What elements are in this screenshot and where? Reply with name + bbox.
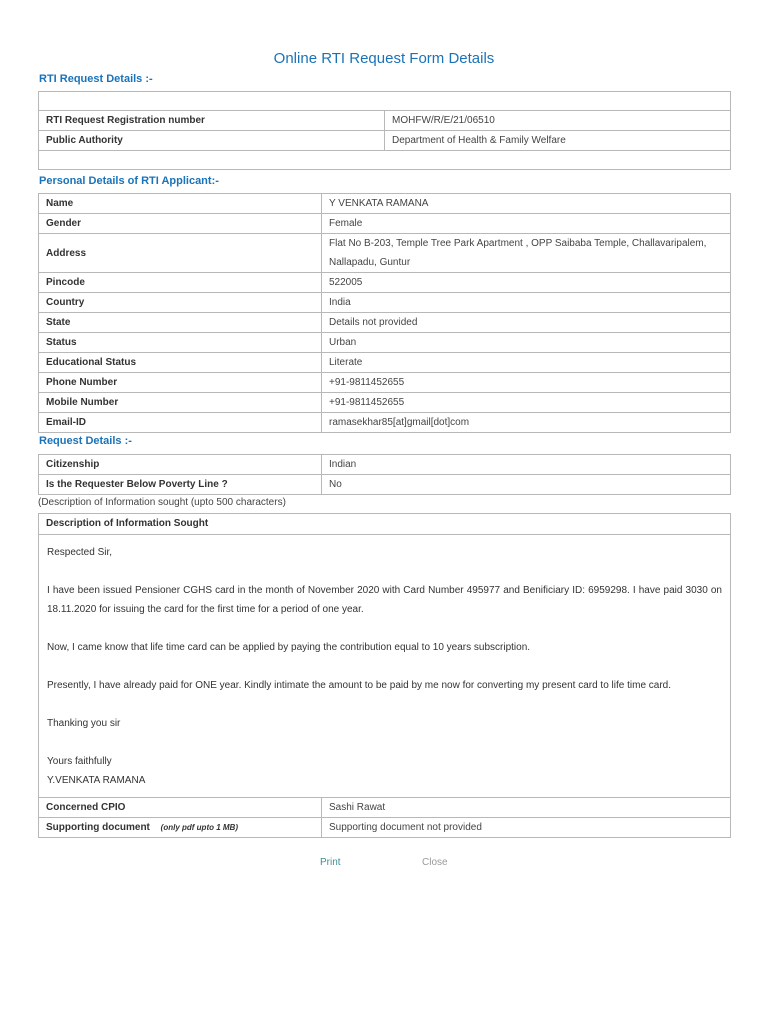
rti-request-details-heading: RTI Request Details :-: [39, 73, 153, 85]
address-value: Flat No B-203, Temple Tree Park Apartment , OPP Saibaba Temple, Challavaripalem, Nallapadu, Guntur: [322, 234, 731, 273]
name-label: Name: [39, 194, 322, 214]
table-row: [39, 92, 731, 111]
table-row: [39, 214, 731, 234]
table-row: [39, 353, 731, 373]
pincode-label: Pincode: [39, 273, 322, 293]
description-thanks: Thanking you sir: [47, 718, 121, 729]
description-closing: Yours faithfully: [47, 756, 112, 767]
bpl-value: No: [322, 475, 731, 495]
table-row: [39, 234, 731, 273]
bpl-label: Is the Requester Below Poverty Line ?: [39, 475, 322, 495]
supporting-document-label: Supporting document: [46, 822, 150, 833]
description-length-note: (Description of Information sought (upto 500 characters): [38, 497, 286, 508]
description-box: [38, 513, 731, 798]
supporting-document-note: (only pdf upto 1 MB): [160, 823, 238, 832]
public-authority-label: Public Authority: [39, 131, 385, 151]
country-label: Country: [39, 293, 322, 313]
table-row: [39, 131, 731, 151]
phone-number-label: Phone Number: [39, 373, 322, 393]
state-label: State: [39, 313, 322, 333]
cpio-label: Concerned CPIO: [39, 798, 322, 818]
description-heading: Description of Information Sought: [39, 514, 730, 535]
page-title: Online RTI Request Form Details: [273, 50, 495, 67]
public-authority-value: Department of Health & Family Welfare: [385, 131, 731, 151]
table-row: [39, 293, 731, 313]
description-paragraph: Presently, I have already paid for ONE year. Kindly intimate the amount to be paid by me now for converting my present card to life time card.: [47, 680, 672, 691]
table-row: [39, 393, 731, 413]
cpio-value: Sashi Rawat: [322, 798, 731, 818]
registration-number-value: MOHFW/R/E/21/06510: [385, 111, 731, 131]
table-row: [39, 313, 731, 333]
table-row: [39, 273, 731, 293]
table-row: [39, 151, 731, 170]
table-row: [39, 413, 731, 433]
pincode-value: 522005: [322, 273, 731, 293]
citizenship-label: Citizenship: [39, 455, 322, 475]
table-row: [39, 455, 731, 475]
description-signature: Y.VENKATA RAMANA: [47, 775, 146, 786]
name-value: Y VENKATA RAMANA: [322, 194, 731, 214]
status-value: Urban: [322, 333, 731, 353]
personal-details-heading: Personal Details of RTI Applicant:-: [39, 175, 219, 187]
table-row: [39, 194, 731, 214]
educational-status-label: Educational Status: [39, 353, 322, 373]
state-value: Details not provided: [322, 313, 731, 333]
cpio-table: [38, 797, 731, 838]
table-row: [39, 798, 731, 818]
mobile-number-label: Mobile Number: [39, 393, 322, 413]
print-button[interactable]: Print: [320, 857, 341, 868]
email-value: ramasekhar85[at]gmail[dot]com: [322, 413, 731, 433]
supporting-document-cell: [39, 818, 322, 838]
gender-label: Gender: [39, 214, 322, 234]
table-row: [39, 111, 731, 131]
description-paragraph: I have been issued Pensioner CGHS card in the month of November 2020 with Card Number 495977 and Benificiary ID: 6959298. I have paid 3030 on 18.11.2020 for issuing the card for the first time for a period of one year.: [47, 585, 722, 615]
table-row: [39, 373, 731, 393]
description-salutation: Respected Sir,: [47, 547, 113, 558]
citizenship-value: Indian: [322, 455, 731, 475]
mobile-number-value: +91-9811452655: [322, 393, 731, 413]
supporting-document-value: Supporting document not provided: [322, 818, 731, 838]
table-row: [39, 818, 731, 838]
close-button[interactable]: Close: [422, 857, 448, 868]
gender-value: Female: [322, 214, 731, 234]
address-label: Address: [39, 234, 322, 273]
email-label: Email-ID: [39, 413, 322, 433]
table-row: [39, 475, 731, 495]
registration-number-label: RTI Request Registration number: [39, 111, 385, 131]
table-row: [39, 333, 731, 353]
status-label: Status: [39, 333, 322, 353]
educational-status-value: Literate: [322, 353, 731, 373]
country-value: India: [322, 293, 731, 313]
personal-details-table: [38, 193, 731, 433]
request-details-table: [38, 454, 731, 495]
phone-number-value: +91-9811452655: [322, 373, 731, 393]
request-details-heading: Request Details :-: [39, 435, 132, 447]
rti-request-details-table: [38, 91, 731, 170]
description-body: [39, 535, 730, 790]
description-paragraph: Now, I came know that life time card can be applied by paying the contribution equal to 10 years subscription.: [47, 642, 531, 653]
